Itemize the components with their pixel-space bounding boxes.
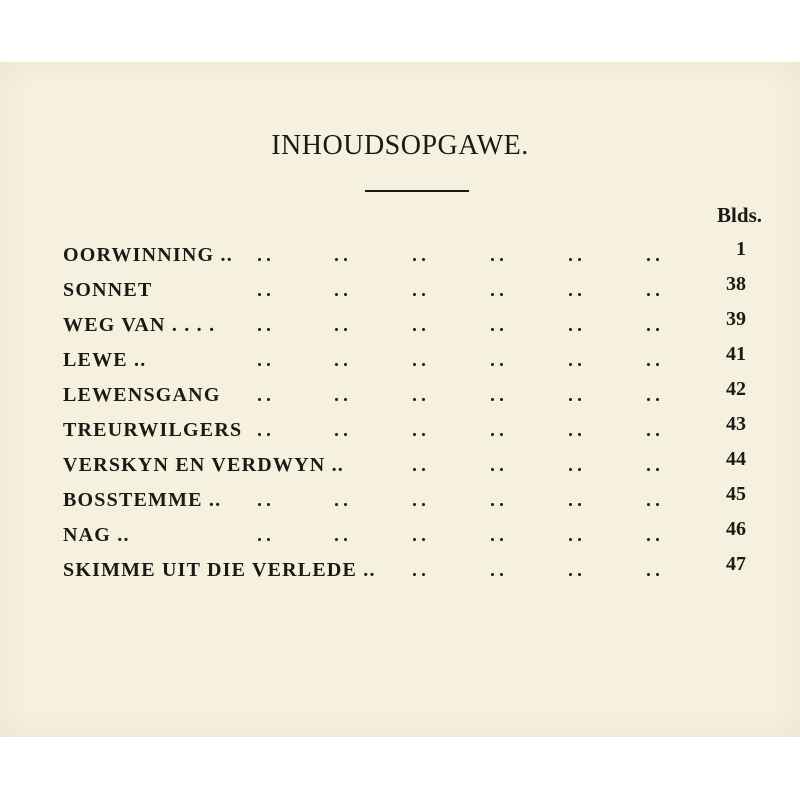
entry-title: LEWE ..: [63, 349, 147, 371]
leader-dots: [413, 285, 427, 289]
entry-title: OORWINNING ..: [63, 244, 233, 266]
leader-dots: [569, 355, 583, 359]
leader-dots: [335, 320, 349, 324]
toc-entry: [63, 518, 746, 556]
page-column-header: Blds.: [717, 203, 762, 227]
leader-dots: [569, 530, 583, 534]
leader-dots: [413, 355, 427, 359]
leader-dots: [335, 530, 349, 534]
toc-entry: [63, 378, 746, 416]
leader-dots: [647, 355, 661, 359]
leader-dots: [647, 565, 661, 569]
entry-page-number: 45: [726, 483, 746, 505]
leader-dots: [569, 565, 583, 569]
leader-dots: [569, 285, 583, 289]
entry-title: LEWENSGANG: [63, 384, 221, 406]
entry-page-number: 44: [726, 448, 746, 470]
leader-dots: [647, 320, 661, 324]
leader-dots: [491, 565, 505, 569]
leader-dots: [335, 250, 349, 254]
leader-dots: [335, 390, 349, 394]
leader-dots: [413, 565, 427, 569]
leader-dots: [491, 250, 505, 254]
leader-dots: [258, 320, 272, 324]
entry-page-number: 39: [726, 308, 746, 330]
book-page: [0, 62, 800, 737]
page-title: INHOUDSOPGAWE.: [271, 130, 529, 161]
leader-dots: [569, 390, 583, 394]
leader-dots: [491, 285, 505, 289]
leader-dots: [647, 460, 661, 464]
leader-dots: [258, 495, 272, 499]
toc-entry: [63, 273, 746, 311]
entry-title: BOSSTEMME ..: [63, 489, 222, 511]
entry-title: WEG VAN . . . .: [63, 314, 216, 336]
leader-dots: [491, 530, 505, 534]
entry-page-number: 47: [726, 553, 746, 575]
leader-dots: [413, 250, 427, 254]
leader-dots: [335, 425, 349, 429]
toc-entry: [63, 308, 746, 346]
leader-dots: [413, 530, 427, 534]
leader-dots: [258, 390, 272, 394]
leader-dots: [335, 285, 349, 289]
entry-title: VERSKYN EN VERDWYN ..: [63, 454, 344, 476]
leader-dots: [413, 460, 427, 464]
leader-dots: [491, 320, 505, 324]
toc-entry: [63, 448, 746, 486]
leader-dots: [258, 285, 272, 289]
leader-dots: [647, 285, 661, 289]
entry-title: TREURWILGERS: [63, 419, 243, 441]
leader-dots: [491, 355, 505, 359]
leader-dots: [258, 250, 272, 254]
leader-dots: [258, 425, 272, 429]
leader-dots: [569, 250, 583, 254]
leader-dots: [413, 425, 427, 429]
leader-dots: [491, 390, 505, 394]
title-divider: [365, 190, 469, 192]
leader-dots: [647, 495, 661, 499]
entry-page-number: 1: [736, 238, 746, 260]
leader-dots: [491, 460, 505, 464]
entry-page-number: 38: [726, 273, 746, 295]
entry-title: NAG ..: [63, 524, 130, 546]
leader-dots: [647, 390, 661, 394]
leader-dots: [647, 250, 661, 254]
leader-dots: [258, 355, 272, 359]
leader-dots: [569, 460, 583, 464]
toc-entry: [63, 413, 746, 451]
toc-entry: [63, 238, 746, 276]
leader-dots: [647, 425, 661, 429]
leader-dots: [413, 320, 427, 324]
entry-page-number: 41: [726, 343, 746, 365]
toc-entry: [63, 343, 746, 381]
leader-dots: [569, 320, 583, 324]
leader-dots: [491, 425, 505, 429]
toc-entry: [63, 553, 746, 591]
leader-dots: [647, 530, 661, 534]
leader-dots: [569, 425, 583, 429]
toc-entry: [63, 483, 746, 521]
entry-page-number: 43: [726, 413, 746, 435]
leader-dots: [335, 355, 349, 359]
entry-page-number: 42: [726, 378, 746, 400]
entry-title: SKIMME UIT DIE VERLEDE ..: [63, 559, 376, 581]
entry-title: SONNET: [63, 279, 153, 301]
leader-dots: [413, 390, 427, 394]
leader-dots: [491, 495, 505, 499]
leader-dots: [413, 495, 427, 499]
entry-page-number: 46: [726, 518, 746, 540]
leader-dots: [335, 495, 349, 499]
leader-dots: [258, 530, 272, 534]
leader-dots: [569, 495, 583, 499]
